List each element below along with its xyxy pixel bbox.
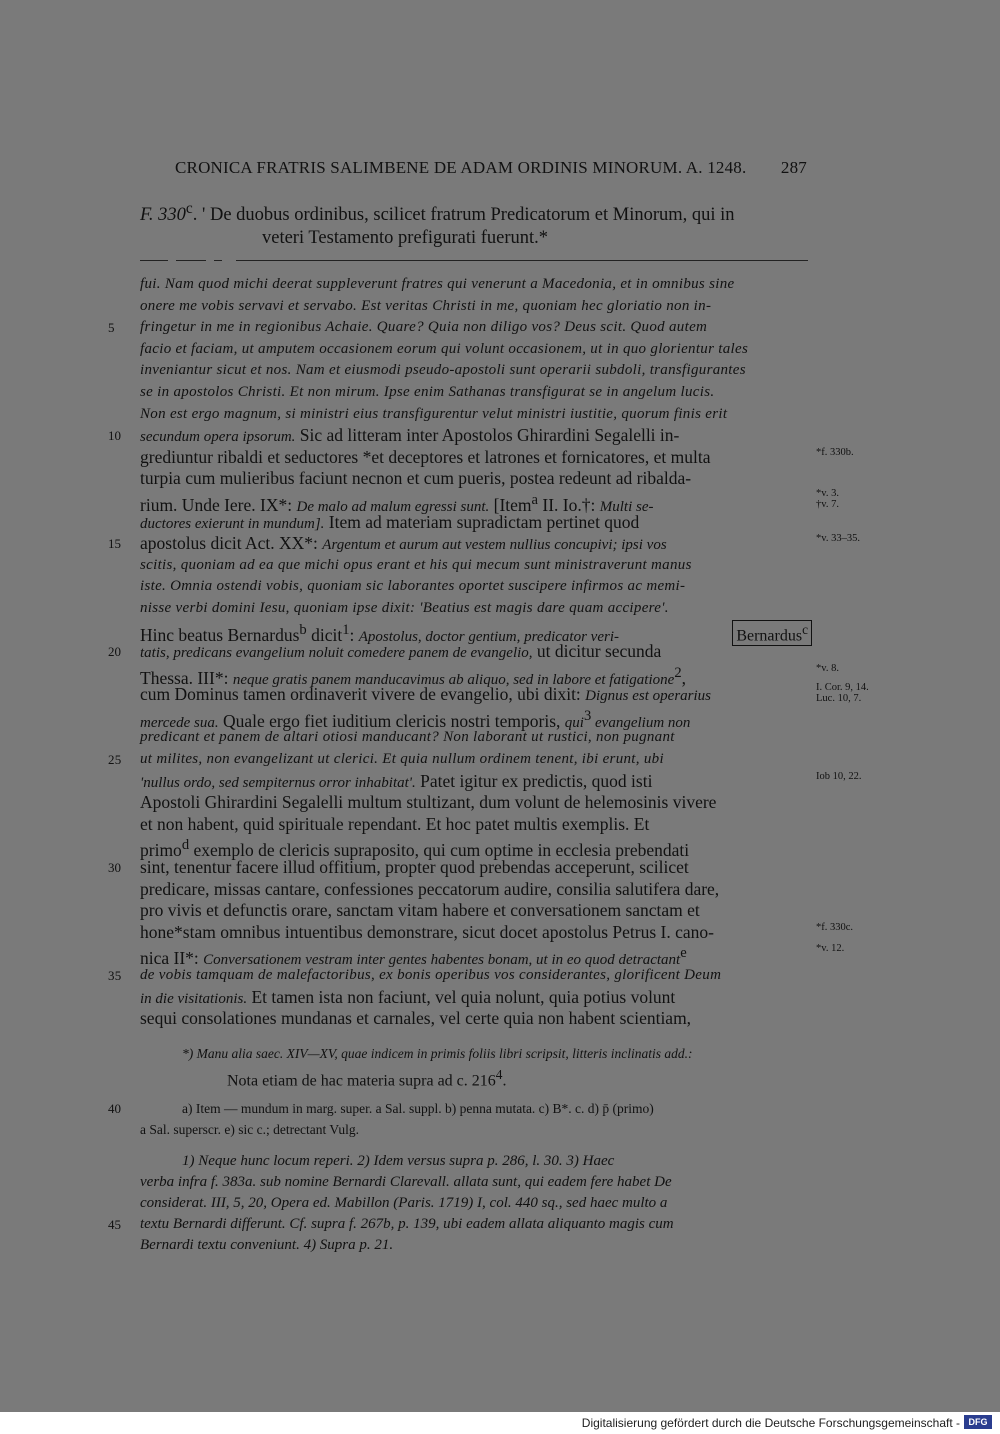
footnote-marker: 3 bbox=[583, 707, 592, 724]
line-text: fringetur in me in regionibus Achaie. Quare? Quia non diligo vos? Deus scit. Quod autem bbox=[140, 319, 708, 336]
rule-segment bbox=[176, 260, 206, 262]
roman-text: ut dicitur secunda bbox=[532, 641, 662, 662]
roman-text: sint, tenentur facere illud offitium, propter quod prebendas acceperunt, scilicet bbox=[140, 857, 689, 878]
text-line bbox=[140, 662, 839, 688]
italic-text: Dignus est operarius bbox=[585, 688, 712, 705]
margin-reference bbox=[816, 682, 869, 704]
text-line bbox=[140, 512, 808, 534]
roman-text: Et tamen ista non faciunt, vel quia nolunt, quia potius volunt bbox=[247, 986, 676, 1007]
margin-reference-line: Iob 10, 22. bbox=[816, 770, 862, 782]
text-line bbox=[140, 339, 808, 361]
roman-text: Quale ergo fiet iuditium clericis nostri temporis, bbox=[218, 710, 565, 731]
margin-reference bbox=[816, 771, 862, 782]
chapter-heading bbox=[140, 197, 808, 250]
note-line bbox=[140, 1151, 808, 1172]
text-line bbox=[140, 360, 808, 382]
footnote-marker: 2 bbox=[674, 664, 682, 681]
text-line bbox=[140, 555, 808, 577]
chapter-title-line-2: veteri Testamento prefigurati fuerunt.* bbox=[262, 228, 549, 249]
text-line bbox=[140, 727, 808, 749]
note-text: 1) Neque hunc locum reperi. 2) Idem versus supra p. 286, l. 30. 3) Haec bbox=[182, 1153, 615, 1169]
margin-reference-line: Luc. 10, 7. bbox=[816, 693, 862, 705]
note-text: verba infra f. 383a. sub nomine Bernardi Clarevall. allata sunt, qui eadem fere habet De bbox=[140, 1174, 672, 1190]
folio-reference: F. 330 bbox=[140, 205, 186, 226]
explanatory-notes bbox=[108, 1151, 808, 1256]
rule-segment bbox=[140, 260, 168, 262]
italic-text: Apostolus, doctor gentium, predicator veri- bbox=[358, 628, 619, 645]
roman-text: cum Dominus tamen ordinaverit vivere de evangelio, ubi dixit: bbox=[140, 684, 586, 705]
text-line bbox=[140, 468, 808, 490]
critical-apparatus bbox=[108, 1098, 808, 1140]
line-number: 45 bbox=[108, 1217, 121, 1232]
roman-text: Hinc beatus Bernardus bbox=[140, 624, 300, 645]
roman-text: turpia cum mulieribus faciunt necnon et cum pueris, postea redeunt ad ribalda- bbox=[140, 468, 692, 489]
roman-text: : bbox=[349, 624, 359, 645]
apparatus-line-1: a) Item — mundum in marg. super. a Sal. suppl. b) penna mutata. c) B*. c. d) p̄ (primo) bbox=[182, 1101, 654, 1116]
boxed-name: Bernardus bbox=[736, 626, 803, 644]
line-number: 15 bbox=[108, 536, 121, 552]
line-number: 25 bbox=[108, 752, 122, 768]
line-text: facio et faciam, ut amputem occasionem eorum qui volunt occasionem, ut in quo glorientur tales bbox=[140, 340, 749, 357]
running-title: CRONICA FRATRIS SALIMBENE DE ADAM ORDINIS MINORUM. A. 1248. bbox=[175, 158, 747, 177]
footnote-marker: d bbox=[181, 837, 190, 854]
margin-reference bbox=[816, 488, 839, 510]
italic-text: secundum opera ipsorum. bbox=[140, 429, 296, 446]
line-text: scitis, quoniam ad ea que michi opus erant et his qui mecum sunt ministraverunt manus bbox=[140, 556, 692, 573]
margin-reference-line: *v. 8. bbox=[816, 662, 839, 674]
text-line bbox=[108, 425, 808, 447]
rule-line bbox=[236, 260, 808, 262]
roman-text: pro vivis et defunctis orare, sanctam vitam habere et conversationem sanctam et bbox=[140, 900, 700, 921]
main-text bbox=[108, 274, 869, 1030]
margin-reference-line: *v. 3. bbox=[816, 487, 839, 499]
note-line bbox=[108, 1214, 808, 1235]
margin-reference-line: *v. 12. bbox=[816, 943, 845, 955]
text-line bbox=[140, 598, 808, 620]
roman-text: predicare, missas cantare, confessiones peccatorum audire, consilia salutifera dare, bbox=[140, 878, 720, 899]
text-line bbox=[140, 576, 808, 598]
text-line bbox=[140, 879, 808, 901]
roman-text: hone*stam omnibus intuentibus demonstrare, sicut docet apostolus Petrus I. cano- bbox=[140, 921, 714, 942]
chapter-title-line-1 bbox=[140, 197, 808, 227]
line-text: fui. Nam quod michi deerat suppleverunt fratres qui venerunt a Macedonia, et in omnibus sine bbox=[140, 276, 735, 292]
line-text: nisse verbi domini Iesu, quoniam ipse dixit: 'Beatius est magis dare quam accipere'. bbox=[140, 599, 669, 616]
text-line bbox=[140, 620, 808, 645]
note-line bbox=[140, 1193, 808, 1214]
margin-reference-line: †v. 7. bbox=[816, 498, 839, 510]
margin-reference bbox=[816, 533, 860, 544]
roman-text: grediuntur ribaldi et seductores *et deceptores et latrones et fornicatores, et multa bbox=[140, 446, 711, 467]
note-star-line-2: Nota etiam de hac materia supra ad c. 216 bbox=[227, 1072, 496, 1090]
roman-text: exemplo de clericis supraposito, qui cum optime in ecclesia prebendati bbox=[189, 840, 690, 861]
rule-segment bbox=[214, 260, 222, 262]
note-text: considerat. III, 5, 20, Opera ed. Mabillon (Paris. 1719) I, col. 440 sq., sed haec multo a bbox=[140, 1195, 668, 1211]
line-number: 40 bbox=[108, 1101, 121, 1116]
footnote-marker: e bbox=[680, 945, 687, 962]
text-line bbox=[140, 1008, 808, 1030]
line-text: predicant et panem de altari otiosi manducant? Non laborant ut rustici, non pugnant bbox=[140, 729, 675, 746]
dfg-logo: DFG bbox=[964, 1415, 992, 1429]
italic-text: ductores exierunt in mundum]. bbox=[140, 515, 325, 532]
note-line bbox=[140, 1172, 808, 1193]
roman-text: primo bbox=[140, 840, 182, 861]
italic-text: De malo ad malum egressi sunt. bbox=[296, 498, 490, 515]
line-text: se in apostolos Christi. Et non mirum. Ipse enim Sathanas transfigurat se in angelum lucis. bbox=[140, 383, 715, 400]
boxed-sup: c bbox=[802, 621, 808, 637]
roman-text: Apostoli Ghirardini Segalelli multum stultizant, dum volunt de helemosinis vivere bbox=[140, 792, 717, 813]
note-line bbox=[140, 1235, 808, 1256]
text-line bbox=[140, 792, 808, 814]
margin-reference-line: *f. 330c. bbox=[816, 921, 854, 933]
text-line bbox=[140, 943, 845, 969]
line-text: onere me vobis servavi et servabo. Est veritas Christi in me, quoniam hec gloriatio non in- bbox=[140, 297, 712, 314]
italic-text: Argentum et aurum aut vestem nullius concupivi; ipsi vos bbox=[322, 537, 667, 554]
roman-text: , bbox=[681, 667, 686, 688]
roman-text: Sic ad litteram inter Apostolos Ghirardini Segalelli in- bbox=[295, 425, 680, 446]
italic-text: neque gratis panem manducavimus ab aliquo, sed in labore et fatigatione bbox=[232, 671, 675, 688]
text-line bbox=[108, 533, 860, 555]
text-line bbox=[140, 900, 808, 922]
footnote-marker: b bbox=[299, 621, 307, 638]
italic-text: qui bbox=[564, 714, 584, 731]
footer-bar bbox=[0, 1412, 1000, 1434]
folio-sup: c bbox=[185, 200, 193, 217]
italic-text: evangelium non bbox=[591, 714, 691, 731]
line-number: 5 bbox=[108, 320, 115, 336]
line-number: 20 bbox=[108, 644, 121, 660]
page-number: 287 bbox=[780, 158, 807, 177]
roman-text: Thessa. III*: bbox=[140, 667, 233, 688]
line-number: 10 bbox=[108, 428, 121, 444]
margin-reference bbox=[816, 663, 839, 674]
text-line bbox=[140, 987, 808, 1009]
text-line bbox=[108, 749, 808, 771]
note-star-end: . bbox=[502, 1072, 507, 1090]
roman-text: Patet igitur ex predictis, quod isti bbox=[415, 770, 653, 791]
text-line bbox=[140, 682, 869, 706]
margin-reference-line: *v. 33–35. bbox=[816, 533, 860, 545]
text-line bbox=[108, 857, 808, 879]
text-line bbox=[108, 317, 808, 339]
funding-notice: Digitalisierung gefördert durch die Deutsche Forschungsgemeinschaft - bbox=[581, 1416, 960, 1430]
roman-text: dicit bbox=[306, 624, 343, 645]
text-line bbox=[140, 814, 808, 836]
note-text: Bernardi textu conveniunt. 4) Supra p. 21. bbox=[140, 1237, 394, 1253]
text-line bbox=[140, 274, 808, 296]
text-line bbox=[140, 487, 839, 515]
line-text: Non est ergo magnum, si ministri eius transfigurentur velut ministri iustitie, quorum finis erit bbox=[140, 405, 728, 422]
italic-text: Multi se- bbox=[599, 498, 654, 515]
apparatus-line-2: a Sal. superscr. e) sic c.; detrectant Vulg. bbox=[140, 1122, 359, 1137]
roman-text: rium. Unde Iere. IX*: bbox=[140, 494, 297, 515]
roman-text: nica II*: bbox=[140, 948, 204, 969]
footnote-marker: 1 bbox=[342, 621, 350, 638]
chapter-title-1: . ' De duobus ordinibus, scilicet fratrum Predicatorum et Minorum, qui in bbox=[192, 205, 735, 226]
roman-text: Item ad materiam supradictam pertinet quod bbox=[324, 511, 640, 532]
text-line bbox=[108, 965, 808, 987]
roman-text: apostolus dicit Act. XX*: bbox=[140, 533, 323, 554]
note-star-line-1: *) Manu alia saec. XIV—XV, quae indicem in primis foliis libri scripsit, litteris inclinatis add.: bbox=[182, 1046, 693, 1061]
margin-reference bbox=[816, 943, 844, 954]
roman-text: et non habent, quid spirituale rependant. Et hoc patet multis exemplis. Et bbox=[140, 813, 650, 834]
roman-text: II. Io.†: bbox=[538, 494, 600, 515]
margin-reference bbox=[816, 447, 854, 458]
margin-reference-line: *f. 330b. bbox=[816, 446, 854, 458]
running-header bbox=[175, 158, 807, 178]
line-text: ut milites, non evangelizant ut clerici. Et quia nullum ordinem tenent, ibi erunt, ubi bbox=[140, 751, 664, 768]
roman-text: [Item bbox=[489, 494, 532, 515]
line-number: 35 bbox=[108, 968, 122, 983]
italic-text: mercede sua. bbox=[140, 714, 219, 731]
text-line bbox=[140, 921, 854, 944]
roman-text: sequi consolationes mundanas et carnales, vel certe quia non habent scientiam, bbox=[140, 1008, 692, 1029]
text-line bbox=[108, 641, 808, 663]
line-number: 30 bbox=[108, 860, 121, 876]
line-text: iste. Omnia ostendi vobis, quoniam sic laborantes oportet suscipere infirmos ac memi- bbox=[140, 578, 686, 595]
note-star-sup: 4 bbox=[495, 1067, 503, 1082]
margin-reference bbox=[816, 922, 853, 933]
text-line bbox=[140, 382, 808, 404]
italic-text: Conversationem vestram inter gentes habentes bonam, ut in eo quod detractant bbox=[203, 952, 681, 969]
italic-text: tatis, predicans evangelium noluit comedere panem de evangelio, bbox=[140, 645, 533, 662]
text-line bbox=[140, 446, 854, 469]
line-text: de vobis tamquam de malefactoribus, ex bonis operibus vos considerantes, glorificent Deum bbox=[140, 967, 722, 983]
note-text: textu Bernardi differunt. Cf. supra f. 267b, p. 139, ubi eadem allata aliquanto magis cum bbox=[140, 1216, 674, 1232]
italic-text: 'nullus ordo, sed sempiternus orror inhabitat'. bbox=[140, 774, 416, 791]
footnote-marker: a bbox=[531, 491, 539, 508]
text-line bbox=[140, 404, 808, 426]
line-text: inveniantur sicut et nos. Nam et eiusmodi pseudo-apostoli sunt operarii subdoli, transfigurantes bbox=[140, 362, 746, 379]
text-line bbox=[140, 835, 808, 861]
text-line bbox=[140, 296, 808, 318]
text-line bbox=[140, 770, 862, 793]
margin-reference-line: I. Cor. 9, 14. bbox=[816, 682, 869, 694]
note-star bbox=[140, 1043, 808, 1090]
italic-text: in die visitationis. bbox=[140, 990, 248, 1007]
text-line bbox=[140, 706, 808, 731]
